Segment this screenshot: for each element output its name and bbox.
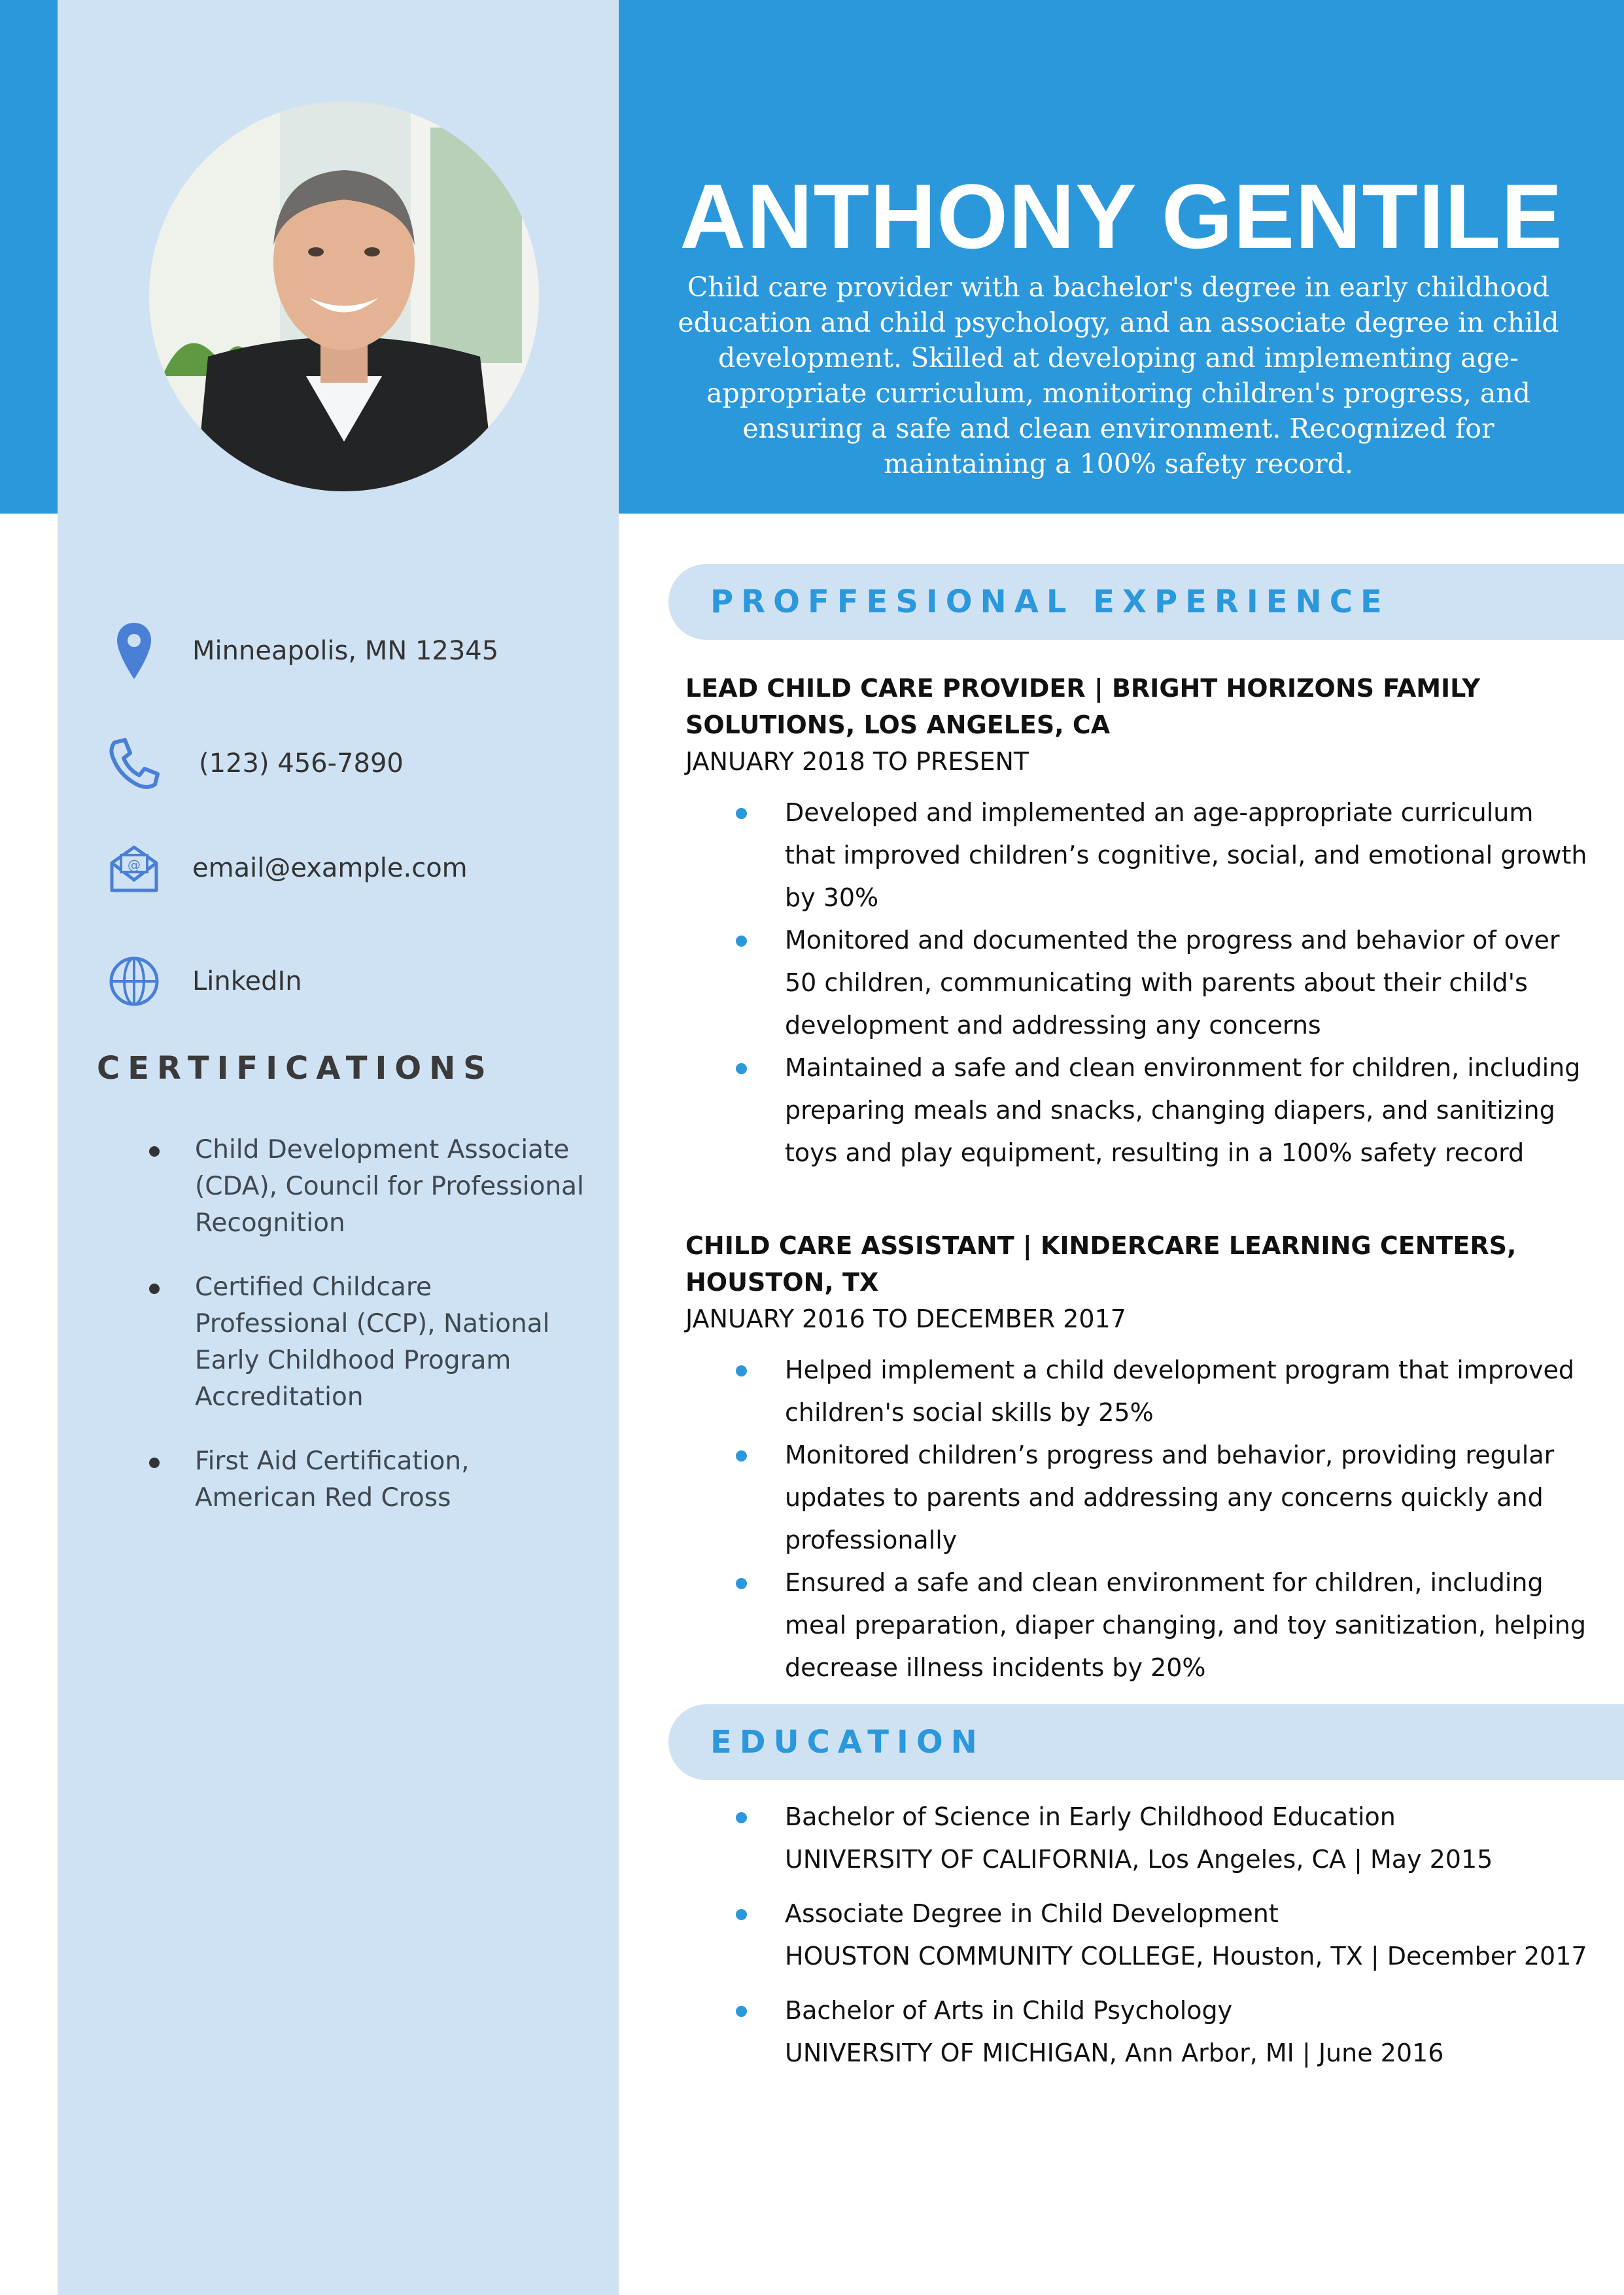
email-link[interactable]: email@example.com	[192, 853, 468, 883]
job-dates: JANUARY 2016 TO DECEMBER 2017	[685, 1305, 1126, 1333]
job-title: LEAD CHILD CARE PROVIDER | BRIGHT HORIZONS FAMILY SOLUTIONS, LOS ANGELES, CA	[685, 674, 1480, 739]
certification-item: Child Development Associate (CDA), Council for Professional Recognition	[144, 1132, 589, 1242]
job-bullet: Ensured a safe and clean environment for children, including meal preparation, diaper changing, and toy sanitization, helping decrease illness incidents by 20%	[685, 1562, 1588, 1689]
education-item	[685, 1796, 1588, 1881]
education-school: HOUSTON COMMUNITY COLLEGE, Houston, TX | December 2017	[785, 1942, 1587, 1971]
location-pin-icon	[105, 622, 164, 680]
phone-text: (123) 456-7890	[199, 748, 404, 779]
location-text: Minneapolis, MN 12345	[192, 636, 499, 666]
email-icon	[105, 839, 164, 898]
certifications-heading: CERTIFICATIONS	[97, 1050, 494, 1087]
education-school: UNIVERSITY OF MICHIGAN, Ann Arbor, MI | June 2016	[785, 2039, 1444, 2067]
contact-linkedin[interactable]	[105, 952, 302, 1011]
job-title: CHILD CARE ASSISTANT | KINDERCARE LEARNING CENTERS, HOUSTON, TX	[685, 1231, 1517, 1297]
education-item	[685, 1989, 1588, 2075]
linkedin-link[interactable]: LinkedIn	[192, 966, 302, 996]
education-school: UNIVERSITY OF CALIFORNIA, Los Angeles, CA | May 2015	[785, 1845, 1493, 1874]
experience-heading: PROFFESIONAL EXPERIENCE	[710, 584, 1390, 620]
education-degree: Associate Degree in Child Development	[785, 1899, 1279, 1928]
contact-email[interactable]	[105, 839, 468, 898]
education-list	[685, 1796, 1588, 2086]
globe-icon	[105, 952, 164, 1011]
contact-location	[105, 622, 498, 680]
contact-phone	[105, 734, 404, 793]
job-entry	[685, 670, 1588, 1174]
education-heading-bar	[668, 1704, 1624, 1780]
job-bullet: Monitored and documented the progress and behavior of over 50 children, communicating with parents about their child's development and addressing any concerns	[685, 919, 1588, 1047]
certification-item: Certified Childcare Professional (CCP), National Early Childhood Program Accreditation	[144, 1269, 589, 1416]
job-bullet: Monitored children’s progress and behavior, providing regular updates to parents and addressing any concerns quickly and professionally	[685, 1434, 1588, 1562]
job-bullet: Helped implement a child development program that improved children's social skills by 25%	[685, 1349, 1588, 1434]
job-entry	[685, 1227, 1588, 1689]
education-heading: EDUCATION	[710, 1724, 985, 1761]
education-degree: Bachelor of Science in Early Childhood Education	[785, 1802, 1396, 1831]
job-dates: JANUARY 2018 TO PRESENT	[685, 747, 1029, 776]
education-item	[685, 1893, 1588, 1978]
certification-item: First Aid Certification, American Red Cross	[144, 1443, 589, 1516]
job-bullets	[685, 792, 1588, 1174]
candidate-name: ANTHONY GENTILE	[680, 165, 1563, 268]
phone-icon	[105, 734, 164, 793]
job-bullets	[685, 1349, 1588, 1689]
job-bullet: Developed and implemented an age-appropriate curriculum that improved children’s cognitive, social, and emotional growth by 30%	[685, 792, 1588, 919]
profile-summary: Child care provider with a bachelor's degree in early childhood education and child psychology, and an associate degree in child development. Skilled at developing and implementing age-appropriate curriculum, monitoring children's progress, and ensuring a safe and clean environment. Recognized for maintaining a 100% safety record.	[678, 272, 1559, 480]
education-degree: Bachelor of Arts in Child Psychology	[785, 1996, 1233, 2025]
experience-heading-bar	[668, 564, 1624, 640]
svg-text:@: @	[128, 857, 141, 873]
profile-photo	[149, 101, 539, 491]
job-bullet: Maintained a safe and clean environment for children, including preparing meals and snacks, changing diapers, and sanitizing toys and play equipment, resulting in a 100% safety record	[685, 1047, 1588, 1174]
certifications-list	[144, 1132, 589, 1544]
